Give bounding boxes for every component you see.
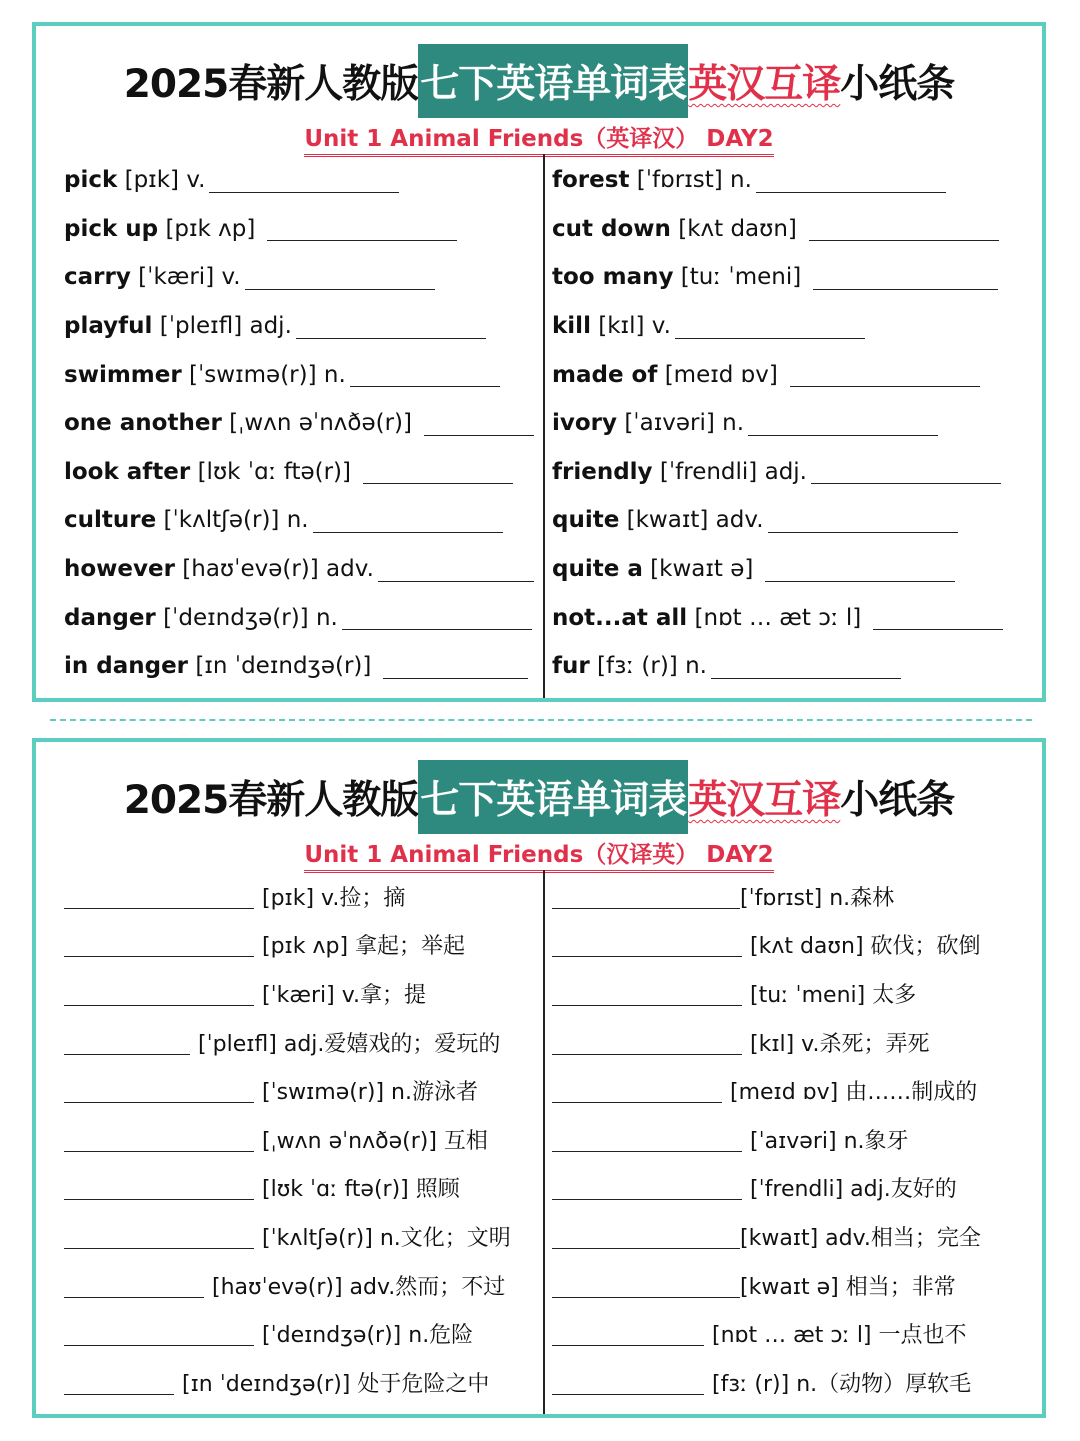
word-row — [552, 1309, 1022, 1358]
card-title — [36, 46, 1042, 116]
word-row — [64, 1212, 534, 1261]
answer-blank[interactable] — [552, 1224, 740, 1249]
answer-blank[interactable] — [552, 1370, 704, 1395]
phonetic: [kʌt daʊn] — [678, 215, 797, 242]
word-row — [64, 593, 534, 642]
definition: [ˌwʌn əˈnʌðə(r)] 互相 — [262, 1128, 488, 1154]
definition: [ˈfɒrɪst] n.森林 — [740, 885, 895, 911]
word-row — [64, 156, 534, 205]
answer-blank[interactable] — [768, 508, 958, 533]
answer-blank[interactable] — [363, 459, 513, 484]
answer-blank[interactable] — [552, 932, 742, 957]
left-column — [64, 156, 534, 691]
answer-blank[interactable] — [811, 459, 1001, 484]
answer-blank[interactable] — [64, 1078, 254, 1103]
word-row — [64, 205, 534, 254]
answer-blank[interactable] — [813, 265, 998, 290]
phonetic: [haʊˈevə(r)] adv. — [182, 556, 374, 583]
definition: [kwaɪt] adv.相当；完全 — [740, 1225, 981, 1251]
answer-blank[interactable] — [267, 216, 457, 241]
word-row — [552, 350, 1022, 399]
answer-blank[interactable] — [350, 362, 500, 387]
word-row — [552, 1358, 1022, 1407]
phonetic: [kwaɪt] adv. — [626, 507, 764, 534]
word-row — [552, 448, 1022, 497]
word-row — [552, 1212, 1022, 1261]
answer-blank[interactable] — [790, 362, 980, 387]
card-title — [36, 762, 1042, 832]
word-row — [64, 350, 534, 399]
word: swimmer — [64, 361, 182, 388]
word: in danger — [64, 653, 189, 680]
phonetic: [pɪk] v. — [124, 167, 206, 194]
phonetic: [ˈfɒrɪst] n. — [636, 167, 752, 194]
definition: [ˈkʌltʃə(r)] n.文化；文明 — [262, 1225, 511, 1251]
word: playful — [64, 313, 153, 340]
answer-blank[interactable] — [552, 1078, 722, 1103]
title-part-a: 2025春新人教版 — [123, 778, 419, 823]
word-row — [64, 1358, 534, 1407]
phonetic: [ɪn ˈdeɪndʒə(r)] — [195, 653, 372, 680]
word-row — [552, 205, 1022, 254]
answer-blank[interactable] — [809, 216, 999, 241]
phonetic: [fɜː (r)] n. — [597, 653, 707, 680]
answer-blank[interactable] — [873, 605, 1003, 630]
title-highlight: 七下英语单词表 — [418, 44, 688, 118]
answer-blank[interactable] — [64, 1224, 254, 1249]
word-row — [64, 1164, 534, 1213]
title-part-d: 小纸条 — [840, 778, 955, 823]
phonetic: [meɪd ɒv] — [664, 361, 778, 388]
answer-blank[interactable] — [64, 884, 254, 909]
definition: [nɒt … æt ɔː l] 一点也不 — [712, 1323, 967, 1349]
word-row — [64, 1261, 534, 1310]
answer-blank[interactable] — [64, 1273, 204, 1298]
answer-blank[interactable] — [64, 1321, 254, 1346]
word-row — [552, 642, 1022, 691]
answer-blank[interactable] — [552, 884, 740, 909]
answer-blank[interactable] — [711, 654, 901, 679]
word-row — [552, 1018, 1022, 1067]
definition: [kɪl] v.杀死；弄死 — [750, 1031, 930, 1057]
word-row — [64, 969, 534, 1018]
word-row — [64, 1018, 534, 1067]
word: fur — [552, 653, 590, 680]
word-row — [64, 872, 534, 921]
definition: [ˈkæri] v.拿；提 — [262, 982, 427, 1008]
answer-blank[interactable] — [552, 1273, 740, 1298]
phonetic: [ˌwʌn əˈnʌðə(r)] — [229, 410, 412, 437]
card-subtitle: Unit 1 Animal Friends（汉译英） DAY2 — [36, 836, 1042, 869]
word-row — [552, 872, 1022, 921]
word: not...at all — [552, 604, 688, 631]
phonetic: [ˈpleɪfl] adj. — [159, 313, 292, 340]
definition: [kʌt daʊn] 砍伐；砍倒 — [750, 934, 981, 960]
word: danger — [64, 604, 156, 631]
word-row — [552, 1115, 1022, 1164]
word-row — [552, 545, 1022, 594]
answer-blank[interactable] — [378, 557, 534, 582]
phonetic: [pɪk ʌp] — [165, 215, 256, 242]
definition: [kwaɪt ə] 相当；非常 — [740, 1274, 956, 1300]
word-row — [552, 156, 1022, 205]
phonetic: [ˈdeɪndʒə(r)] n. — [163, 604, 338, 631]
answer-blank[interactable] — [552, 1175, 742, 1200]
word-row — [552, 1066, 1022, 1115]
right-column — [552, 156, 1022, 691]
word-row — [552, 253, 1022, 302]
title-red: 英汉互译 — [688, 62, 841, 107]
answer-blank[interactable] — [765, 557, 955, 582]
phonetic: [lʊk ˈɑː ftə(r)] — [197, 458, 351, 485]
title-highlight: 七下英语单词表 — [418, 760, 688, 834]
phonetic: [ˈswɪmə(r)] n. — [189, 361, 346, 388]
word: forest — [552, 167, 630, 194]
card-subtitle: Unit 1 Animal Friends（英译汉） DAY2 — [36, 120, 1042, 153]
answer-blank[interactable] — [64, 1127, 254, 1152]
word-row — [64, 1066, 534, 1115]
word: culture — [64, 507, 157, 534]
phonetic: [ˈfrendli] adj. — [659, 458, 807, 485]
column-divider — [543, 154, 545, 698]
phonetic: [ˈkʌltʃə(r)] n. — [163, 507, 309, 534]
word: carry — [64, 264, 131, 291]
word-row — [552, 302, 1022, 351]
word: quite a — [552, 556, 643, 583]
answer-blank[interactable] — [313, 508, 503, 533]
answer-blank[interactable] — [342, 605, 532, 630]
definition: [pɪk] v.捡；摘 — [262, 885, 406, 911]
phonetic: [kɪl] v. — [598, 313, 671, 340]
definition: [ˈaɪvəri] n.象牙 — [750, 1128, 909, 1154]
phonetic: [kwaɪt ə] — [650, 556, 754, 583]
word-row — [64, 253, 534, 302]
answer-blank[interactable] — [209, 168, 399, 193]
definition: [ˈswɪmə(r)] n.游泳者 — [262, 1080, 478, 1106]
word: pick — [64, 167, 118, 194]
answer-blank[interactable] — [64, 981, 254, 1006]
word-row — [64, 399, 534, 448]
word: friendly — [552, 458, 653, 485]
phonetic: [ˈkæri] v. — [138, 264, 241, 291]
word: ivory — [552, 410, 618, 437]
dashed-separator — [50, 719, 1032, 721]
answer-blank[interactable] — [64, 1030, 190, 1055]
word: one another — [64, 410, 222, 437]
definition: [ˈdeɪndʒə(r)] n.危险 — [262, 1323, 474, 1349]
word-row — [552, 921, 1022, 970]
word: cut down — [552, 215, 671, 242]
answer-blank[interactable] — [245, 265, 435, 290]
word: kill — [552, 313, 591, 340]
word: however — [64, 556, 175, 583]
definition: [ˈpleɪfl] adj.爱嬉戏的；爱玩的 — [198, 1031, 501, 1057]
column-divider — [543, 870, 545, 1414]
definition: [fɜː (r)] n.（动物）厚软毛 — [712, 1371, 972, 1397]
word-row — [64, 545, 534, 594]
right-column — [552, 872, 1022, 1407]
vocab-card-en-to-cn — [32, 22, 1046, 702]
title-part-d: 小纸条 — [840, 62, 955, 107]
word-row — [552, 1164, 1022, 1213]
word-row — [552, 1261, 1022, 1310]
word-row — [64, 448, 534, 497]
definition: [ɪn ˈdeɪndʒə(r)] 处于危险之中 — [182, 1371, 490, 1397]
word-row — [64, 921, 534, 970]
answer-blank[interactable] — [64, 1175, 254, 1200]
definition: [meɪd ɒv] 由……制成的 — [730, 1080, 978, 1106]
word-row — [64, 1115, 534, 1164]
word-row — [64, 1309, 534, 1358]
answer-blank[interactable] — [383, 654, 528, 679]
word-row — [64, 496, 534, 545]
answer-blank[interactable] — [424, 411, 534, 436]
answer-blank[interactable] — [552, 981, 742, 1006]
word-row — [552, 593, 1022, 642]
word-row — [552, 969, 1022, 1018]
definition: [tuː ˈmeni] 太多 — [750, 982, 917, 1008]
definition: [haʊˈevə(r)] adv.然而；不过 — [212, 1274, 506, 1300]
word: look after — [64, 458, 191, 485]
answer-blank[interactable] — [552, 1127, 742, 1152]
phonetic: [tuː ˈmeni] — [680, 264, 802, 291]
word: pick up — [64, 215, 159, 242]
answer-blank[interactable] — [296, 314, 486, 339]
answer-blank[interactable] — [64, 1370, 174, 1395]
phonetic: [ˈaɪvəri] n. — [624, 410, 745, 437]
left-column — [64, 872, 534, 1407]
word: too many — [552, 264, 674, 291]
title-red: 英汉互译 — [688, 778, 841, 823]
answer-blank[interactable] — [748, 411, 938, 436]
vocab-card-cn-to-en — [32, 738, 1046, 1418]
answer-blank[interactable] — [756, 168, 946, 193]
word-row — [64, 302, 534, 351]
word: quite — [552, 507, 620, 534]
answer-blank[interactable] — [64, 932, 254, 957]
definition: [lʊk ˈɑː ftə(r)] 照顾 — [262, 1177, 460, 1203]
word-row — [552, 496, 1022, 545]
answer-blank[interactable] — [552, 1321, 704, 1346]
definition: [ˈfrendli] adj.友好的 — [750, 1177, 957, 1203]
answer-blank[interactable] — [552, 1030, 742, 1055]
word-row — [64, 642, 534, 691]
word: made of — [552, 361, 658, 388]
phonetic: [nɒt … æt ɔː l] — [694, 604, 862, 631]
answer-blank[interactable] — [675, 314, 865, 339]
definition: [pɪk ʌp] 拿起；举起 — [262, 934, 466, 960]
title-part-a: 2025春新人教版 — [123, 62, 419, 107]
word-row — [552, 399, 1022, 448]
